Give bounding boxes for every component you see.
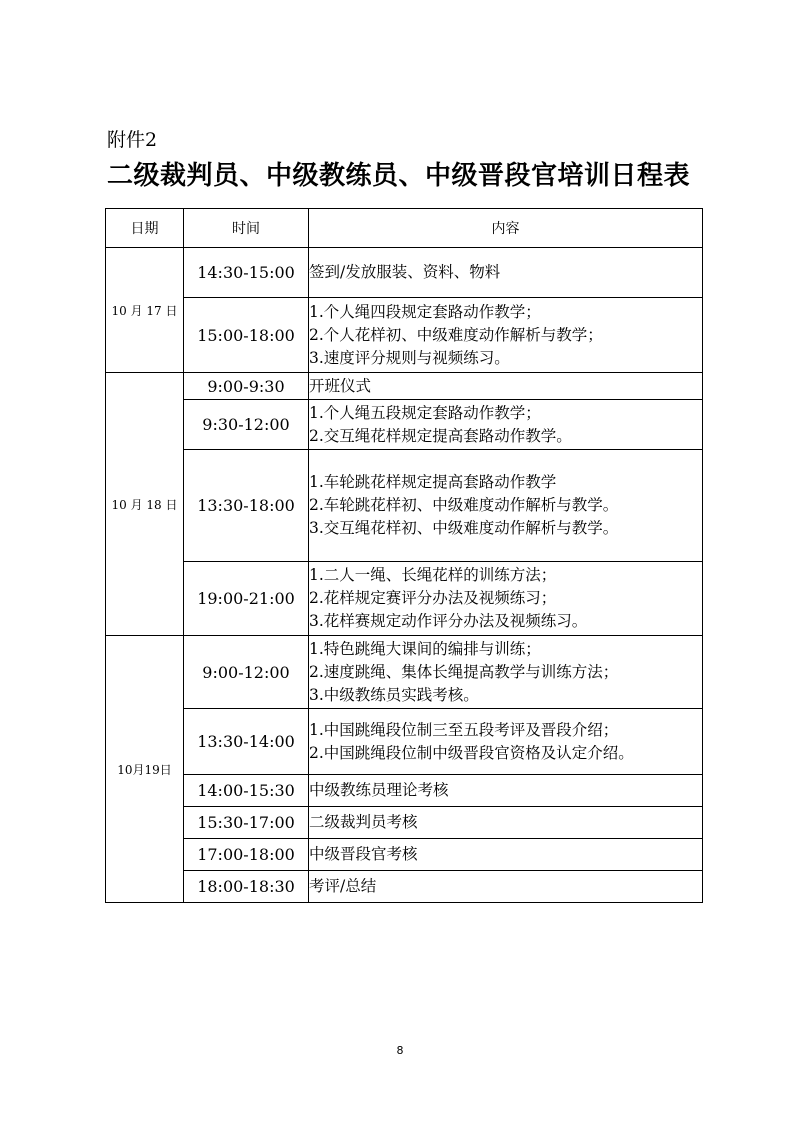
- table-row: [106, 839, 703, 871]
- table-row: [106, 636, 703, 709]
- content-line: 中级晋段官考核: [309, 845, 418, 863]
- content-cell: [309, 839, 703, 871]
- content-line: 签到/发放服装、资料、物料: [309, 263, 501, 281]
- date-cell: 10月19日: [106, 636, 184, 903]
- schedule-body: [106, 248, 703, 903]
- time-cell: 17:00-18:00: [184, 839, 309, 871]
- content-line: 1.特色跳绳大课间的编排与训练；: [309, 639, 541, 658]
- time-cell: 13:30-14:00: [184, 709, 309, 775]
- content-cell: [309, 450, 703, 562]
- content-line: 1.二人一绳、长绳花样的训练方法；: [309, 566, 557, 584]
- header-time: 时间: [184, 209, 309, 248]
- content-cell: [309, 248, 703, 298]
- content-line: 2.交互绳花样规定提高套路动作教学。: [309, 426, 572, 445]
- time-cell: 19:00-21:00: [184, 562, 309, 636]
- header-content: 内容: [309, 209, 703, 248]
- content-line: 2.速度跳绳、集体长绳提高教学与训练方法；: [309, 662, 619, 681]
- time-cell: 9:00-9:30: [184, 373, 309, 400]
- content-line: 1.个人绳四段规定套路动作教学；: [309, 302, 541, 321]
- header-date: 日期: [106, 209, 184, 248]
- time-cell: 14:30-15:00: [184, 248, 309, 298]
- time-cell: 9:00-12:00: [184, 636, 309, 709]
- content-cell: [309, 709, 703, 775]
- time-cell: 15:30-17:00: [184, 807, 309, 839]
- content-cell: [309, 373, 703, 400]
- table-header-row: [106, 209, 703, 248]
- content-line: 2.个人花样初、中级难度动作解析与教学；: [309, 325, 603, 344]
- page-number: 8: [396, 1044, 404, 1057]
- content-line: 2.车轮跳花样初、中级难度动作解析与教学。: [309, 496, 619, 514]
- content-cell: [309, 636, 703, 709]
- content-cell: [309, 871, 703, 903]
- date-cell: 10 月 17 日: [106, 248, 184, 373]
- table-row: [106, 871, 703, 903]
- table-row: [106, 248, 703, 298]
- date-cell: 10 月 18 日: [106, 373, 184, 636]
- content-line: 1.车轮跳花样规定提高套路动作教学: [309, 473, 557, 491]
- schedule-table: [105, 208, 703, 903]
- content-line: 1.个人绳五段规定套路动作教学；: [309, 403, 541, 422]
- table-row: [106, 298, 703, 373]
- content-cell: [309, 298, 703, 373]
- table-row: [106, 373, 703, 400]
- time-cell: 9:30-12:00: [184, 400, 309, 450]
- content-line: 开班仪式: [309, 376, 372, 395]
- content-line: 中级教练员理论考核: [309, 781, 449, 799]
- time-cell: 18:00-18:30: [184, 871, 309, 903]
- attachment-label: 附件2: [107, 129, 158, 151]
- content-cell: [309, 400, 703, 450]
- table-row: [106, 709, 703, 775]
- time-cell: 13:30-18:00: [184, 450, 309, 562]
- table-row: [106, 450, 703, 562]
- content-line: 2.花样规定赛评分办法及视频练习；: [309, 589, 557, 607]
- page-title: 二级裁判员、中级教练员、中级晋段官培训日程表: [107, 161, 691, 191]
- content-cell: [309, 775, 703, 807]
- content-line: 二级裁判员考核: [309, 813, 418, 831]
- time-cell: 14:00-15:30: [184, 775, 309, 807]
- table-row: [106, 807, 703, 839]
- content-line: 1.中国跳绳段位制三至五段考评及晋段介绍；: [309, 720, 619, 739]
- content-cell: [309, 807, 703, 839]
- content-line: 3.速度评分规则与视频练习。: [309, 348, 510, 367]
- content-cell: [309, 562, 703, 636]
- content-line: 3.花样赛规定动作评分办法及视频练习。: [309, 612, 588, 630]
- content-line: 3.中级教练员实践考核。: [309, 685, 479, 704]
- table-row: [106, 400, 703, 450]
- table-row: [106, 775, 703, 807]
- content-line: 2.中国跳绳段位制中级晋段官资格及认定介绍。: [309, 743, 634, 762]
- table-row: [106, 562, 703, 636]
- content-line: 考评/总结: [309, 877, 377, 895]
- content-line: 3.交互绳花样初、中级难度动作解析与教学。: [309, 519, 619, 537]
- time-cell: 15:00-18:00: [184, 298, 309, 373]
